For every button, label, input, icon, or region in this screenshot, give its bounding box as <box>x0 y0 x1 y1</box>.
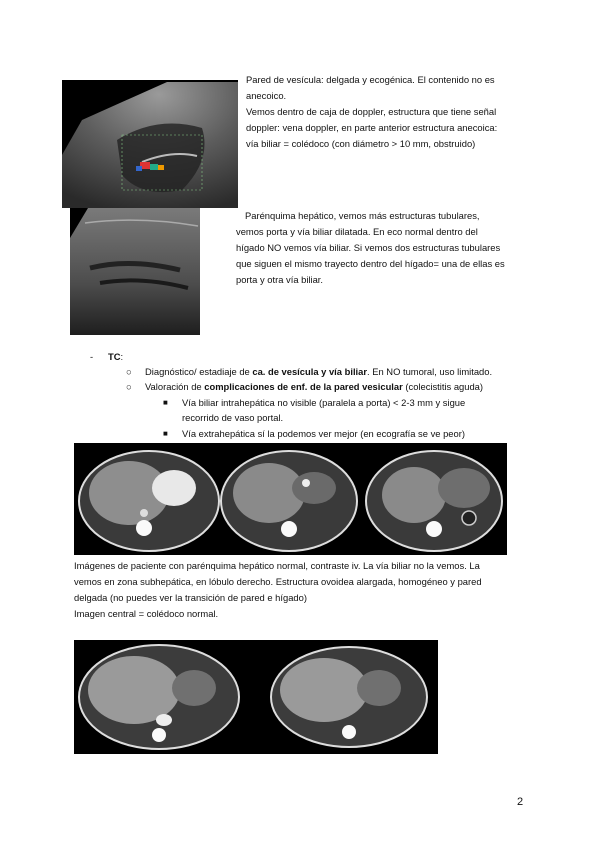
text-line: anecoico. <box>246 90 287 101</box>
text-segment: Valoración de <box>145 381 205 392</box>
ct-slice-center <box>221 451 357 551</box>
text-segment: Vía extrahepática sí la podemos ver mejor (en ecografía se ve peor) <box>182 428 465 439</box>
text-segment: . En NO tumoral, uso limitado. <box>367 366 493 377</box>
square-bullet: ■ <box>163 429 168 438</box>
text-line: vemos porta y vía biliar dilatada. En eco normal dentro del <box>236 226 478 237</box>
text-line: porta y otra vía biliar. <box>236 274 324 285</box>
text-segment: recorrido de vaso portal. <box>182 412 284 423</box>
text-line: Pared de vesícula: delgada y ecogénica. El contenido no es <box>246 74 495 85</box>
list-item-continuation <box>182 410 283 426</box>
section-heading: TC <box>108 351 121 362</box>
ct-slice-right <box>366 451 502 551</box>
sub-bullet: ○ <box>126 381 132 392</box>
text-line: Parénquima hepático, vemos más estructuras tubulares, <box>245 210 480 221</box>
text-line: Imagen central = colédoco normal. <box>74 608 219 619</box>
text-line: delgada (no puedes ver la transición de pared e hígado) <box>74 592 307 603</box>
ct-slice-left <box>79 645 239 749</box>
list-bullet: - <box>90 351 94 362</box>
text-line: Vemos dentro de caja de doppler, estructura que tiene señal <box>246 106 497 117</box>
ct-scan-strip <box>74 443 507 555</box>
sub-bullet: ○ <box>126 366 132 377</box>
text-line: que siguen el mismo trayecto dentro del hígado= una de ellas es <box>236 258 505 269</box>
text-line: vía biliar = colédoco (con diámetro > 10 mm, obstruido) <box>246 138 476 149</box>
text-segment: Vía biliar intrahepática no visible (paralela a porta) < 2-3 mm y sigue <box>182 397 466 408</box>
text-line: doppler: vena doppler, en parte anterior estructura anecoica: <box>246 122 498 133</box>
ct-scan-pair <box>74 640 438 754</box>
text-line: hígado NO vemos vía biliar. Si vemos dos estructuras tubulares <box>236 242 501 253</box>
ct-caption <box>74 558 594 622</box>
page-number: 2 <box>517 796 524 808</box>
bold-text: ca. de vesícula y vía biliar <box>252 366 368 377</box>
text-segment: Diagnóstico/ estadiaje de <box>145 366 253 377</box>
square-bullet: ■ <box>163 398 168 407</box>
text-line: Imágenes de paciente con parénquima hepático normal, contraste iv. La vía biliar no la vemos. La <box>74 560 480 571</box>
list-item <box>145 379 483 395</box>
text-segment: (colecistitis aguda) <box>402 381 484 392</box>
list-item <box>145 364 492 380</box>
heading-colon: : <box>120 351 124 362</box>
bold-text: complicaciones de enf. de la pared vesicular <box>204 381 403 392</box>
text-line: vemos en zona subhepática, en lóbulo derecho. Estructura ovoidea alargada, homogéneo y pared <box>74 576 482 587</box>
list-item <box>182 426 465 442</box>
ct-slice-right <box>271 647 427 747</box>
ct-slice-left <box>79 451 219 551</box>
list-item <box>182 395 465 411</box>
